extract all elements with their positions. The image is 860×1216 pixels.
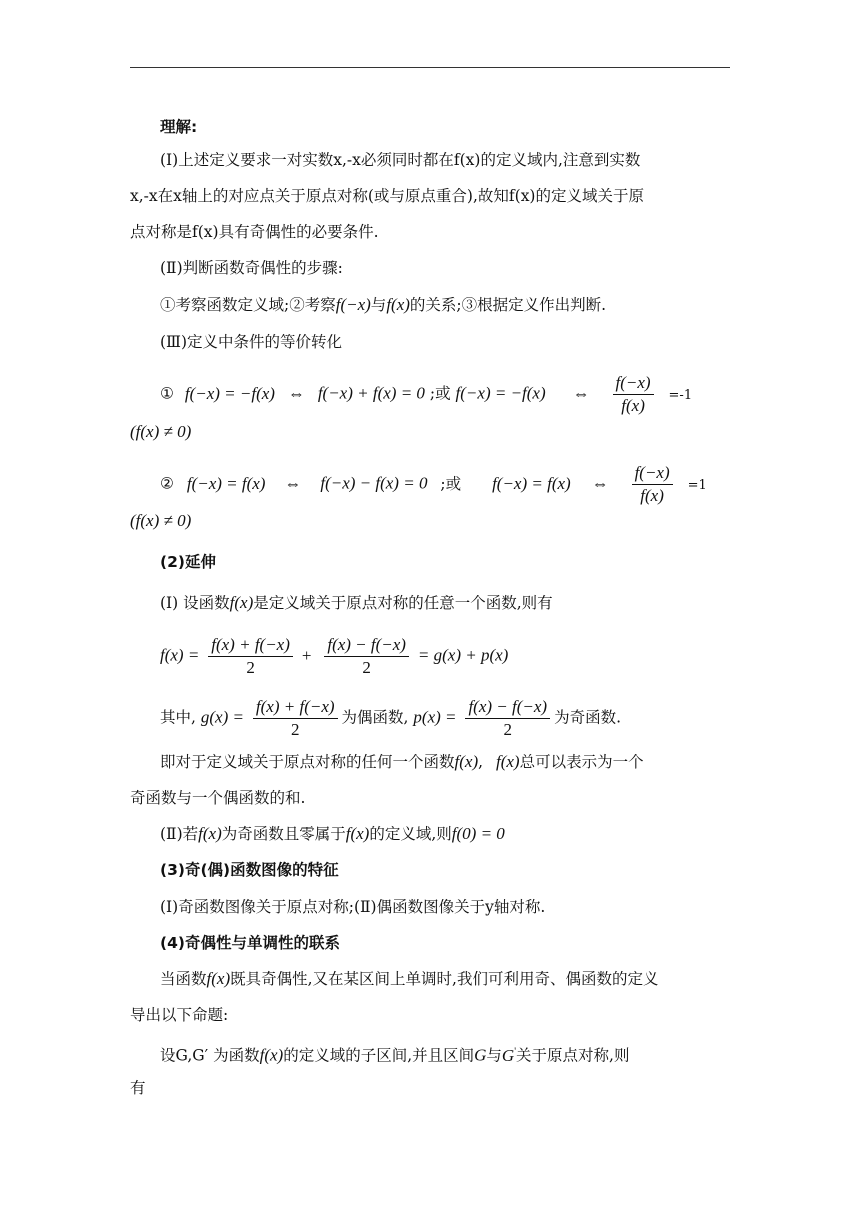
equivalence-arrow: ⇔ [591, 473, 609, 493]
math: f(x) [640, 486, 664, 505]
math: 2 [362, 658, 371, 677]
math: 2 [503, 720, 512, 739]
paragraph-where [160, 698, 621, 739]
fraction [253, 698, 338, 739]
paragraph-steps-detail [160, 294, 606, 316]
math: f(−x) + f(x) = 0 [317, 383, 425, 403]
math: 2 [246, 658, 255, 677]
text: 其中, [160, 708, 196, 727]
paragraph-line [160, 751, 644, 773]
math: f(−x) [615, 373, 651, 392]
math: f(−x) [634, 463, 670, 482]
paragraph-steps: (Ⅱ)判断函数奇偶性的步骤: [160, 259, 343, 277]
equation-condition [130, 421, 191, 443]
math: f(−x) = −f(x) [455, 383, 546, 403]
math: f(x) − f(−x) [468, 697, 548, 716]
math: 2 [290, 720, 300, 739]
paragraph-decomposition [160, 592, 553, 614]
text: 的定义域的子区间,并且区间 [283, 1046, 475, 1065]
text: 既具奇偶性,又在某区间上单调时,我们可利用奇、偶函数的定义 [230, 970, 659, 988]
math: p(x) = [413, 707, 457, 727]
math: f(x) [229, 593, 254, 612]
text: 的关系;③根据定义作出判断. [409, 296, 607, 314]
math: f(x) [386, 295, 410, 314]
text: 当函数 [160, 970, 207, 988]
math: = g(x) + p(x) [417, 645, 509, 665]
text: 总可以表示为一个 [519, 753, 644, 771]
fraction [324, 636, 409, 677]
equation-even [160, 464, 707, 505]
text: 是定义域关于原点对称的任意一个函数,则有 [253, 594, 553, 612]
paragraph-line: 有 [130, 1079, 146, 1097]
paragraph-line: 奇函数与一个偶函数的和. [130, 789, 306, 807]
math: G [501, 1045, 515, 1065]
text: , [478, 753, 484, 771]
text: 为奇函数. [554, 708, 621, 727]
fraction [613, 374, 654, 415]
math: f(x) = [160, 645, 200, 665]
fraction [632, 464, 673, 505]
math: f(x) [621, 396, 645, 415]
math: f(0) = 0 [451, 824, 505, 843]
equivalence-arrow: ⇔ [572, 383, 590, 403]
heading-monotonicity: (4)奇偶性与单调性的联系 [160, 934, 340, 952]
equation-odd [160, 374, 692, 415]
math: f(−x) [335, 295, 371, 314]
text: 关于原点对称,则 [516, 1046, 630, 1065]
math: f(−x) = f(x) [492, 473, 571, 493]
paragraph-line: 导出以下命题: [130, 1006, 229, 1024]
math: f(−x) = f(x) [186, 473, 266, 493]
math: f(x) − f(−x) [327, 635, 406, 654]
text: 设G,G′ 为函数 [160, 1046, 260, 1065]
equation-condition [130, 510, 191, 532]
circled-number: ① [160, 384, 174, 403]
paragraph-equivalence: (Ⅲ)定义中条件的等价转化 [160, 333, 343, 351]
math: ' [514, 1046, 517, 1057]
math: f(x) + f(−x) [211, 635, 290, 654]
paragraph-line: (Ⅰ)上述定义要求一对实数x,-x必须同时都在f(x)的定义域内,注意到实数 [160, 151, 641, 169]
paragraph-line [160, 823, 505, 845]
text: 的定义域,则 [369, 825, 452, 843]
fraction [465, 698, 550, 739]
math: f(x) [206, 969, 231, 988]
plus-sign: + [301, 645, 312, 665]
equation-decomposition [160, 636, 508, 677]
math: f(x) [454, 752, 479, 771]
math: g(x) = [200, 707, 244, 727]
text: 即对于定义域关于原点对称的任何一个函数 [160, 753, 455, 771]
text: ;或 [429, 384, 451, 403]
math: G [474, 1045, 487, 1065]
text: ①考察函数定义域;②考察 [160, 296, 336, 314]
circled-number: ② [160, 474, 174, 493]
paragraph-line: (Ⅰ)奇函数图像关于原点对称;(Ⅱ)偶函数图像关于y轴对称. [160, 898, 546, 916]
paragraph-line [160, 968, 658, 990]
heading-graph: (3)奇(偶)函数图像的特征 [160, 861, 339, 879]
paragraph-line [160, 1041, 629, 1067]
text: 与 [486, 1046, 502, 1065]
heading-understanding: 理解: [160, 118, 198, 136]
math: f(x) [259, 1045, 284, 1065]
text: 为偶函数, [341, 708, 409, 727]
math: (f(x) ≠ 0) [130, 422, 192, 441]
paragraph-line: x,-x在x轴上的对应点关于原点对称(或与原点重合),故知f(x)的定义域关于原 [130, 187, 644, 205]
header-rule [130, 67, 730, 68]
text: =-1 [668, 387, 693, 403]
heading-extend: (2)延伸 [160, 553, 216, 571]
math: f(x) + f(−x) [255, 697, 335, 716]
math: f(−x) = −f(x) [184, 383, 275, 403]
math: f(−x) − f(x) = 0 [320, 473, 428, 493]
text: ;或 [440, 474, 462, 493]
text: 为奇函数且零属于 [221, 825, 346, 843]
text: =1 [687, 477, 707, 493]
paragraph-line: 点对称是f(x)具有奇偶性的必要条件. [130, 223, 379, 241]
text: (Ⅱ)若 [160, 825, 199, 843]
text: 与 [370, 296, 387, 314]
equivalence-arrow: ⇔ [287, 383, 305, 403]
math: f(x) [198, 824, 222, 843]
equivalence-arrow: ⇔ [284, 473, 302, 493]
math: (f(x) ≠ 0) [130, 511, 192, 530]
text: (Ⅰ) 设函数 [160, 594, 230, 612]
math: f(x) [495, 752, 520, 771]
math: f(x) [345, 824, 370, 843]
fraction [208, 636, 293, 677]
